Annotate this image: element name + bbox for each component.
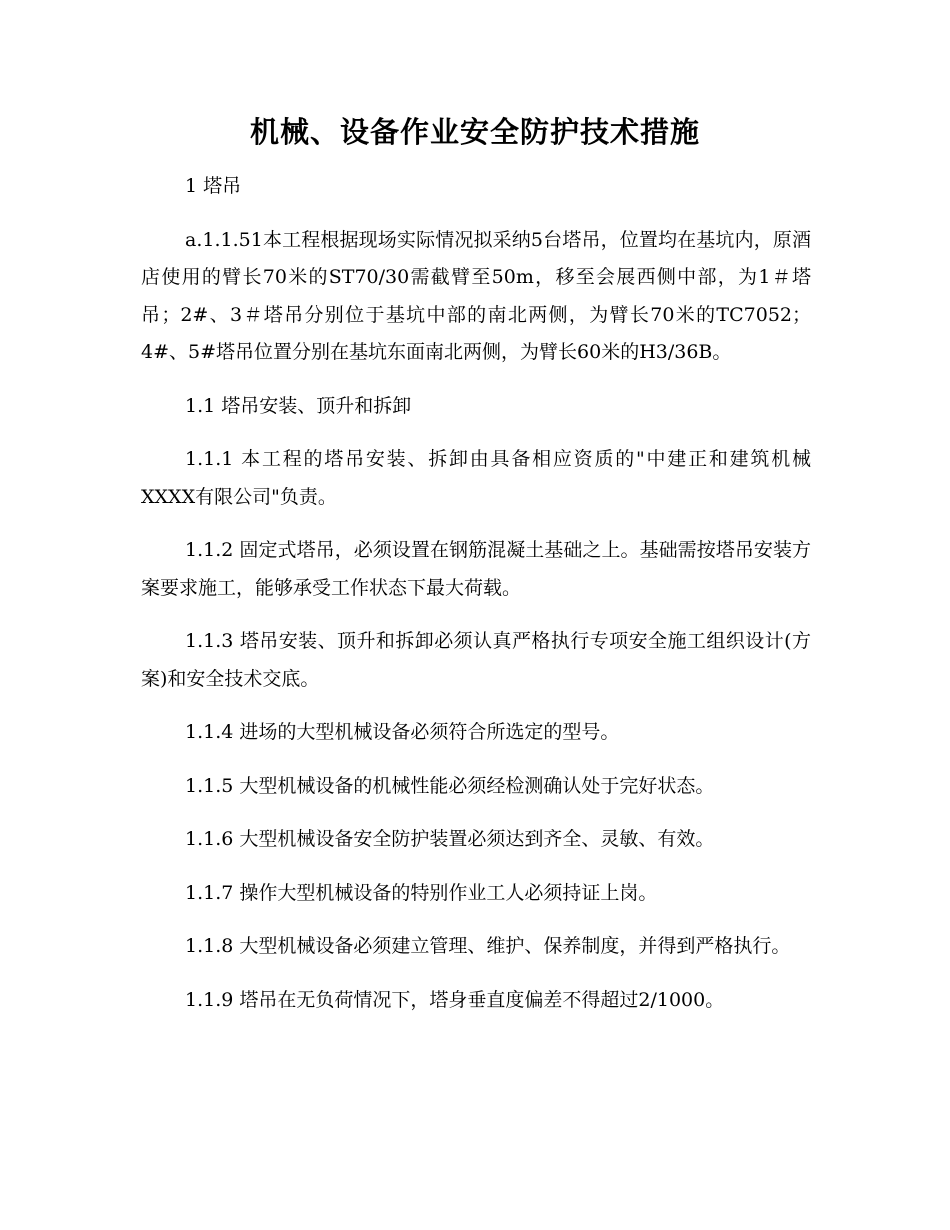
document-body bbox=[141, 168, 811, 1035]
paragraph-1-1-3: 1.1.3 塔吊安装、顶升和拆卸必须认真严格执行专项安全施工组织设计(方案)和安全技术交底。 bbox=[141, 630, 811, 690]
paragraph-section-1-1: 1.1 塔吊安装、顶升和拆卸 bbox=[185, 394, 412, 417]
paragraph-1-1-2: 1.1.2 固定式塔吊，必须设置在钢筋混凝土基础之上。基础需按塔吊安装方案要求施工，能够承受工作状态下最大荷载。 bbox=[141, 539, 811, 599]
paragraph-1-1-7: 1.1.7 操作大型机械设备的特别作业工人必须持证上岗。 bbox=[185, 881, 658, 904]
paragraph-1-1-6: 1.1.6 大型机械设备安全防护装置必须达到齐全、灵敏、有效。 bbox=[185, 828, 715, 850]
paragraph-1-1-4: 1.1.4 进场的大型机械设备必须符合所选定的型号。 bbox=[185, 721, 620, 743]
document-title: 机械、设备作业安全防护技术措施 bbox=[249, 115, 700, 149]
paragraph-1-1-8: 1.1.8 大型机械设备必须建立管理、维护、保养制度，并得到严格执行。 bbox=[185, 935, 791, 957]
paragraph-intro: a.1.1.51本工程根据现场实际情况拟采纳5台塔吊，位置均在基坑内，原酒店使用的臂长70米的ST70/30需截臂至50m，移至会展西侧中部，为1＃塔吊；2#、3＃塔吊分别位于基坑中部的南北两侧，为臂长70米的TC7052；4#、5#塔吊位置分别在基坑东面南北两侧，为臂长60米的H3/36B。 bbox=[141, 228, 811, 363]
paragraph-1-1-9: 1.1.9 塔吊在无负荷情况下，塔身垂直度偏差不得超过2/1000。 bbox=[185, 988, 725, 1011]
paragraph-1-1-5: 1.1.5 大型机械设备的机械性能必须经检测确认处于完好状态。 bbox=[185, 774, 715, 797]
paragraph-section-1: 1 塔吊 bbox=[185, 175, 242, 197]
paragraph-1-1-1: 1.1.1 本工程的塔吊安装、拆卸由具备相应资质的"中建正和建筑机械XXXX有限公司"负责。 bbox=[141, 448, 811, 508]
